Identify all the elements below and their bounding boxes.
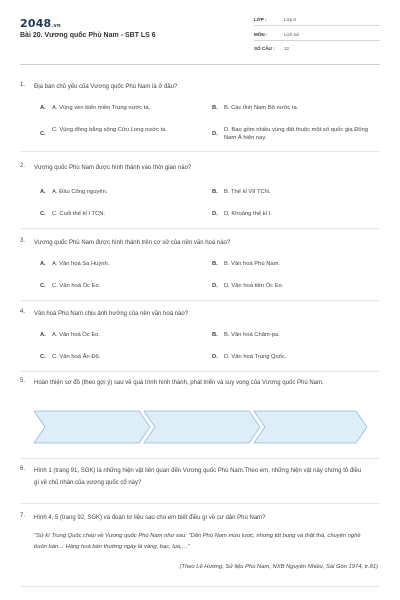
option-letter: B.	[212, 261, 218, 267]
option-letter: D.	[212, 283, 218, 289]
divider	[254, 25, 380, 26]
divider	[20, 371, 380, 372]
option-letter: C.	[40, 283, 46, 289]
option-letter: C.	[40, 354, 46, 360]
question-number: 5.	[20, 378, 26, 384]
meta-label: MÔN :	[254, 32, 268, 37]
meta-value: Lớp 6	[284, 17, 296, 22]
page-title: Bài 20. Vương quốc Phù Nam - SBT LS 6	[20, 32, 156, 39]
option-text: A. Vùng ven biển miền Trung nước ta.	[52, 105, 151, 111]
meta-label: LỚP :	[254, 17, 267, 22]
option-letter: A.	[40, 189, 46, 195]
question-text: Hình 4, 5 (trang 92, SGK) và đoạn tư liệu sau cho em biết điều gì về cư dân Phù Nam?	[34, 515, 266, 521]
option-text: D. Khoảng thế kỉ I.	[224, 211, 272, 217]
divider	[20, 228, 380, 229]
option-letter: B.	[212, 332, 218, 338]
option-letter: B.	[212, 189, 218, 195]
question-text: Hoàn thiện sơ đồ (theo gợi ý) sau về quá trình hình thành, phát triển và suy vong của Vương quốc Phù Nam.	[34, 380, 324, 386]
question-number: 4.	[20, 309, 26, 315]
question-number: 3.	[20, 238, 26, 244]
question-text: Văn hoá Phù Nam chịu ảnh hưởng của nền văn hoá nào?	[34, 311, 189, 317]
option-text: C. Cuối thế kỉ I TCN.	[52, 211, 106, 217]
option-text: D. Bao gồm nhiều vùng đất thuộc một số quốc gia Đông Nam Á hiện nay.	[224, 127, 369, 141]
option-text: B. Thế kỉ VII TCN.	[224, 189, 271, 195]
divider	[254, 40, 380, 41]
meta-value: 12	[284, 46, 290, 51]
arrow-stage-2[interactable]	[144, 411, 260, 443]
option-text: D. Văn hoá tiền Óc Eo.	[224, 283, 284, 289]
question-text: Vương quốc Phù Nam được hình thành vào thời gian nào?	[34, 165, 192, 171]
option-text: B. Văn hoá Phù Nam.	[224, 261, 281, 267]
question-text: Hình 1 (trang 91, SGK) là những hiện vật liên quan đến Vương quốc Phù Nam.Theo em, những hiện vật này chứng tỏ điều gì về chủ nhân của vương quốc cổ này?	[34, 468, 362, 486]
option-letter: D.	[212, 354, 218, 360]
option-text: C. Vùng đồng bằng sông Cửu Long nước ta.	[52, 127, 168, 133]
option-text: A. Đầu Công nguyên.	[52, 189, 108, 195]
divider	[20, 151, 380, 152]
divider	[20, 503, 380, 504]
option-letter: C.	[40, 131, 46, 137]
meta-label: SỐ CÂU :	[254, 46, 275, 51]
option-letter: C.	[40, 211, 46, 217]
option-text: C. Văn hoá Óc Eo.	[52, 283, 101, 289]
question-text: Địa bàn chủ yếu của Vương quốc Phù Nam là ở đâu?	[34, 84, 178, 90]
divider	[20, 300, 380, 301]
process-diagram	[34, 410, 368, 444]
option-text: B. Văn hoá Chăm-pa.	[224, 332, 280, 338]
option-text: B. Các tỉnh Nam Bộ nước ta.	[224, 105, 299, 111]
site-logo[interactable]	[20, 17, 61, 30]
question-number: 1.	[20, 82, 26, 88]
option-letter: A.	[40, 332, 46, 338]
question-text: Vương quốc Phù Nam được hình thành trên cơ sở của nền văn hoá nào?	[34, 240, 231, 246]
worksheet-header	[0, 0, 400, 64]
chevron-arrows	[34, 410, 368, 444]
header-divider	[20, 64, 380, 65]
logo-text: 2048	[20, 17, 52, 30]
divider	[20, 586, 380, 587]
meta-value: Lịch sử	[284, 32, 300, 37]
option-letter: B.	[212, 105, 218, 111]
arrow-stage-3[interactable]	[254, 411, 367, 443]
arrow-stage-1[interactable]	[34, 411, 150, 443]
divider	[20, 458, 380, 459]
question-number: 2.	[20, 163, 26, 169]
source-citation: (Theo Lê Hương, Sử liệu Phù Nam, NXB Nguyên Nhiều, Sài Gòn 1974, tr.81)	[179, 564, 378, 570]
option-text: A. Văn hoá Óc Eo.	[52, 332, 101, 338]
logo-suffix: .vn	[51, 23, 61, 29]
option-text: D. Văn hoá Trung Quốc.	[224, 354, 287, 360]
source-quote: "Sử kí Trung Quốc chép về Vương quốc Phù Nam như sau: "Dân Phù Nam mưu lược, nhưng tốt bụng và thật thà, chuyên nghề buôn bán… Hàng hoá bán thường ngày là vàng, bạc, lụa,…"	[34, 533, 361, 550]
option-text: C. Văn hoá Ấn Độ.	[52, 354, 101, 360]
option-letter: D.	[212, 131, 218, 137]
option-text: A. Văn hoá Sa Huỳnh.	[52, 261, 110, 267]
question-number: 6.	[20, 466, 26, 472]
option-letter: A.	[40, 261, 46, 267]
question-number: 7.	[20, 513, 26, 519]
option-letter: D.	[212, 211, 218, 217]
option-letter: A.	[40, 105, 46, 111]
